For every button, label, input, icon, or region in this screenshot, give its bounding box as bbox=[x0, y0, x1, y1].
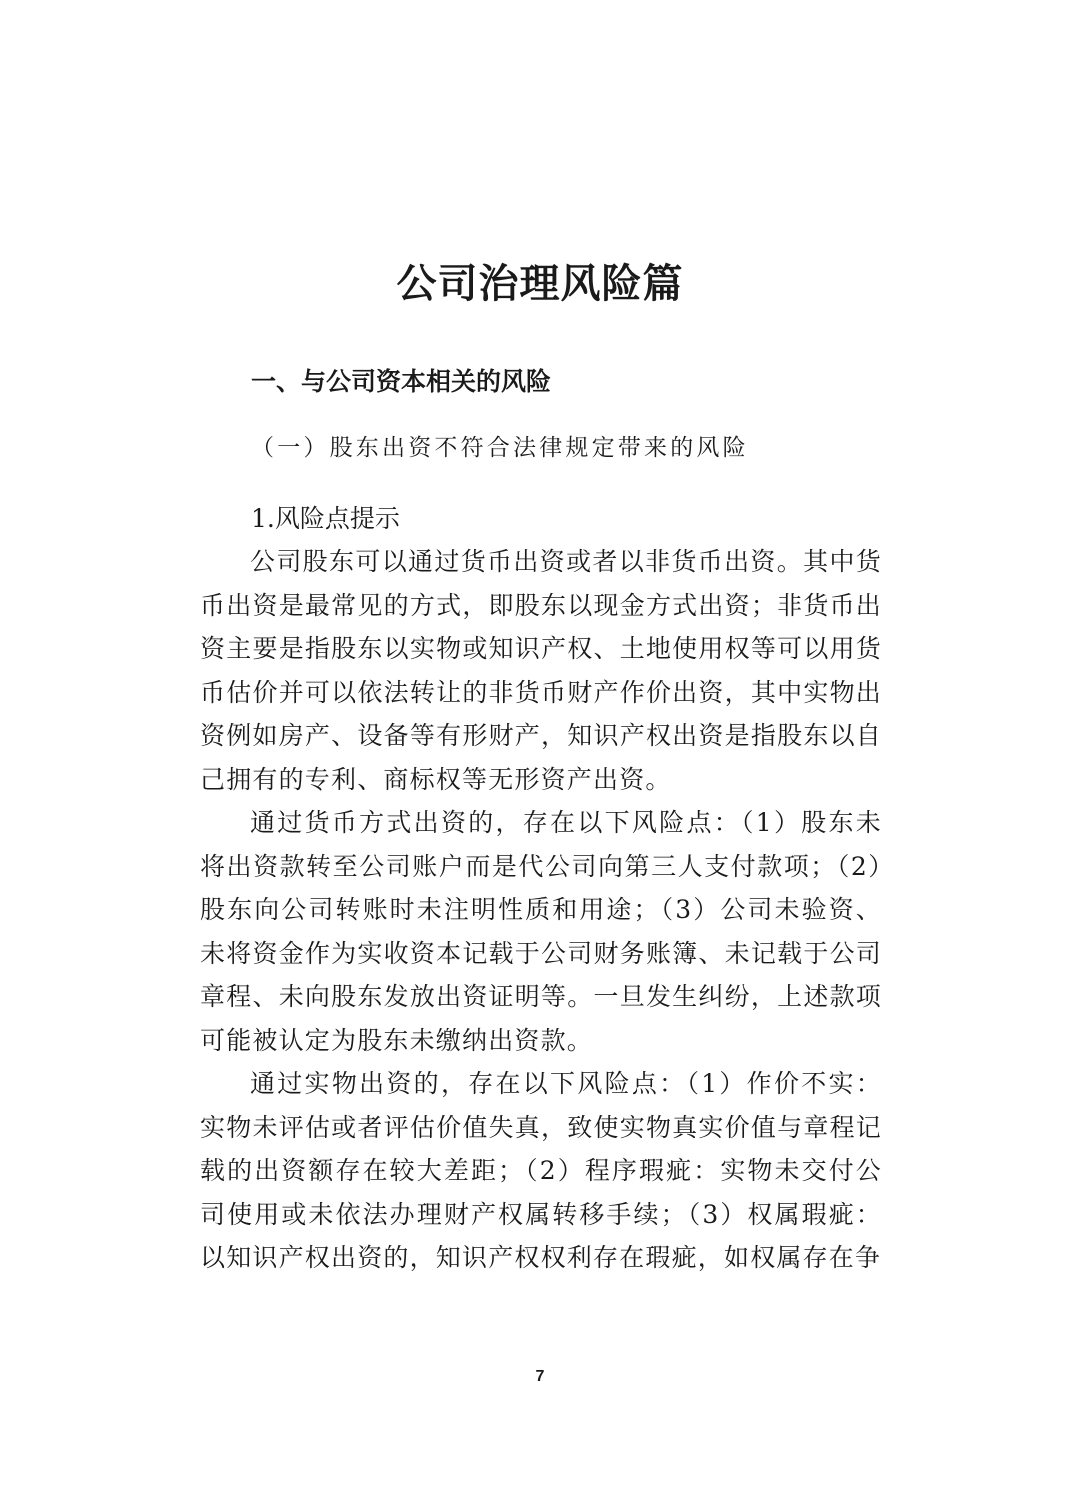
paragraph-3: 通过实物出资的，存在以下风险点：（1）作价不实：实物未评估或者评估价值失真，致使实物真实价值与章程记载的出资额存在较大差距；（2）程序瑕疵：实物未交付公司使用或未依法办理财产权属转移手续；（3）权属瑕疵：以知识产权出资的，知识产权权利存在瑕疵，如权属存在争 bbox=[200, 1069, 882, 1272]
body-text bbox=[200, 540, 882, 1280]
paragraph-1: 公司股东可以通过货币出资或者以非货币出资。其中货币出资是最常见的方式，即股东以现金方式出资；非货币出资主要是指股东以实物或知识产权、土地使用权等可以用货币估价并可以依法转让的非货币财产作价出资，其中实物出资例如房产、设备等有形财产，知识产权出资是指股东以自己拥有的专利、商标权等无形资产出资。 bbox=[200, 547, 882, 794]
paragraph-2: 通过货币方式出资的，存在以下风险点：（1）股东未将出资款转至公司账户而是代公司向第三人支付款项；（2）股东向公司转账时未注明性质和用途；（3）公司未验资、未将资金作为实收资本记载于公司财务账簿、未记载于公司章程、未向股东发放出资证明等。一旦发生纠纷，上述款项可能被认定为股东未缴纳出资款。 bbox=[200, 808, 882, 1055]
item-heading: 1.风险点提示 bbox=[251, 504, 400, 533]
section-heading: 一、与公司资本相关的风险 bbox=[251, 367, 552, 396]
subsection-heading: （一）股东出资不符合法律规定带来的风险 bbox=[251, 435, 749, 461]
page-title: 公司治理风险篇 bbox=[396, 261, 684, 307]
page-number: 7 bbox=[535, 1368, 545, 1385]
